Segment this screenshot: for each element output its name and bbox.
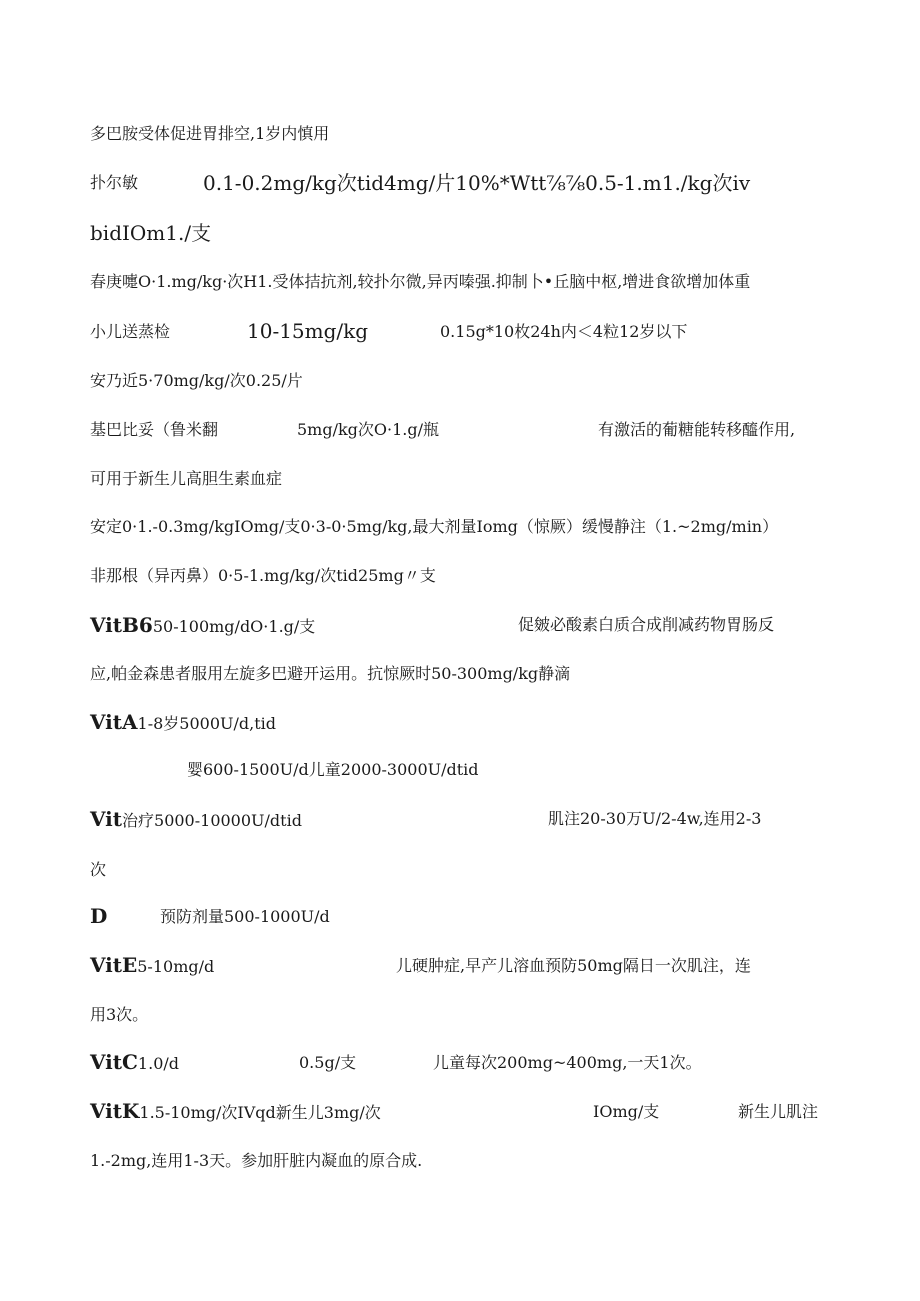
text-line-21-pack: IOmg/支 — [593, 1102, 660, 1121]
vitamin-name: VitB6 — [90, 613, 153, 637]
text-line-7-note: 有激活的葡糖能转移醯作用, — [598, 420, 796, 439]
text-line-4: 春庚嚏O·1.mg/kg·次H1.受体拮抗剂,较扑尔微,异丙嗪强.抑制卜•丘脑中枢,增进食欲增加体重 — [90, 272, 751, 291]
text-line-15-dose: 治疗5000-10000U/dtid — [122, 811, 302, 830]
vitamin-name: VitK — [90, 1099, 140, 1123]
text-line-6: 安乃近5·70mg/kg/次0.25/片 — [90, 371, 303, 390]
text-line-9: 安定0·1.-0.3mg/kgIOmg/支0·3-0·5mg/kg,最大剂量Iomg（惊厥）缓慢静注（1.~2mg/min） — [90, 517, 779, 536]
text-line-11-dose: 50-100mg/dO·1.g/支 — [152, 617, 316, 636]
text-line-11-a — [90, 613, 315, 637]
text-line-7-dose: 5mg/kg次O·1.g/瓶 — [297, 420, 440, 439]
text-line-2-label: 扑尔敏 — [90, 173, 139, 192]
vitamin-name: VitE — [90, 953, 138, 977]
text-line-20-pack: 0.5g/支 — [299, 1053, 357, 1072]
text-line-21-dose: 1.5-10mg/次IVqd新生儿3mg/次 — [139, 1103, 381, 1122]
text-line-16: 次 — [90, 860, 107, 879]
text-line-10: 非那根（异丙鼻）0·5-1.mg/kg/次tid25mg〃支 — [90, 566, 436, 585]
vitamin-name: Vit — [90, 807, 123, 831]
text-line-18-dose: 5-10mg/d — [137, 957, 215, 976]
text-line-5-note: 0.15g*10枚24h内＜4粒12岁以下 — [440, 322, 688, 341]
text-line-3: bidIOm1./支 — [90, 221, 212, 245]
text-line-22: 1.-2mg,连用1-3天。参加肝脏内凝血的原合成. — [90, 1151, 423, 1170]
text-line-15-note: 肌注20-30万U/2-4w,连用2-3 — [548, 809, 762, 828]
text-line-18-a — [90, 953, 214, 977]
text-line-14: 婴600-1500U/d儿童2000-3000U/dtid — [187, 760, 479, 779]
text-line-7-label: 基巴比妥（鲁米翻 — [90, 420, 219, 439]
text-line-11-note: 促皴必酸素白质合成削减药物胃肠反 — [518, 615, 775, 634]
text-line-13 — [90, 710, 276, 734]
text-line-2-dose: 0.1-0.2mg/kg次tid4mg/片10%*Wtt⅞⅞0.5-1.m1./kg次iv — [203, 171, 751, 195]
text-line-20-a — [90, 1050, 179, 1074]
text-line-5-dose: 10-15mg/kg — [247, 319, 369, 343]
text-line-21-a — [90, 1099, 381, 1123]
text-line-18-note: 儿硬肿症,早产儿溶血预防50mg隔日一次肌注，连 — [396, 956, 751, 975]
text-line-19: 用3次。 — [90, 1005, 149, 1024]
text-line-1: 多巴胺受体促进胃排空,1岁内慎用 — [90, 124, 330, 143]
vitamin-name: VitA — [90, 710, 138, 734]
vitamin-name: D — [90, 904, 108, 928]
text-line-8: 可用于新生儿高胆生素血症 — [90, 469, 283, 488]
text-line-15-a — [90, 807, 302, 831]
vitamin-name: VitC — [90, 1050, 138, 1074]
text-line-21-note: 新生儿肌注 — [738, 1102, 819, 1121]
text-line-17-dose: 预防剂量500-1000U/d — [160, 907, 330, 926]
text-line-5-label: 小儿送蒸检 — [90, 322, 171, 341]
text-line-20-note: 儿童每次200mg~400mg,一天1次。 — [433, 1053, 702, 1072]
text-line-12: 应,帕金森患者服用左旋多巴避开运用。抗惊厥时50-300mg/kg静滴 — [90, 664, 571, 683]
text-line-20-dose: 1.0/d — [137, 1054, 179, 1073]
text-line-13-dose: 1-8岁5000U/d,tid — [137, 714, 277, 733]
